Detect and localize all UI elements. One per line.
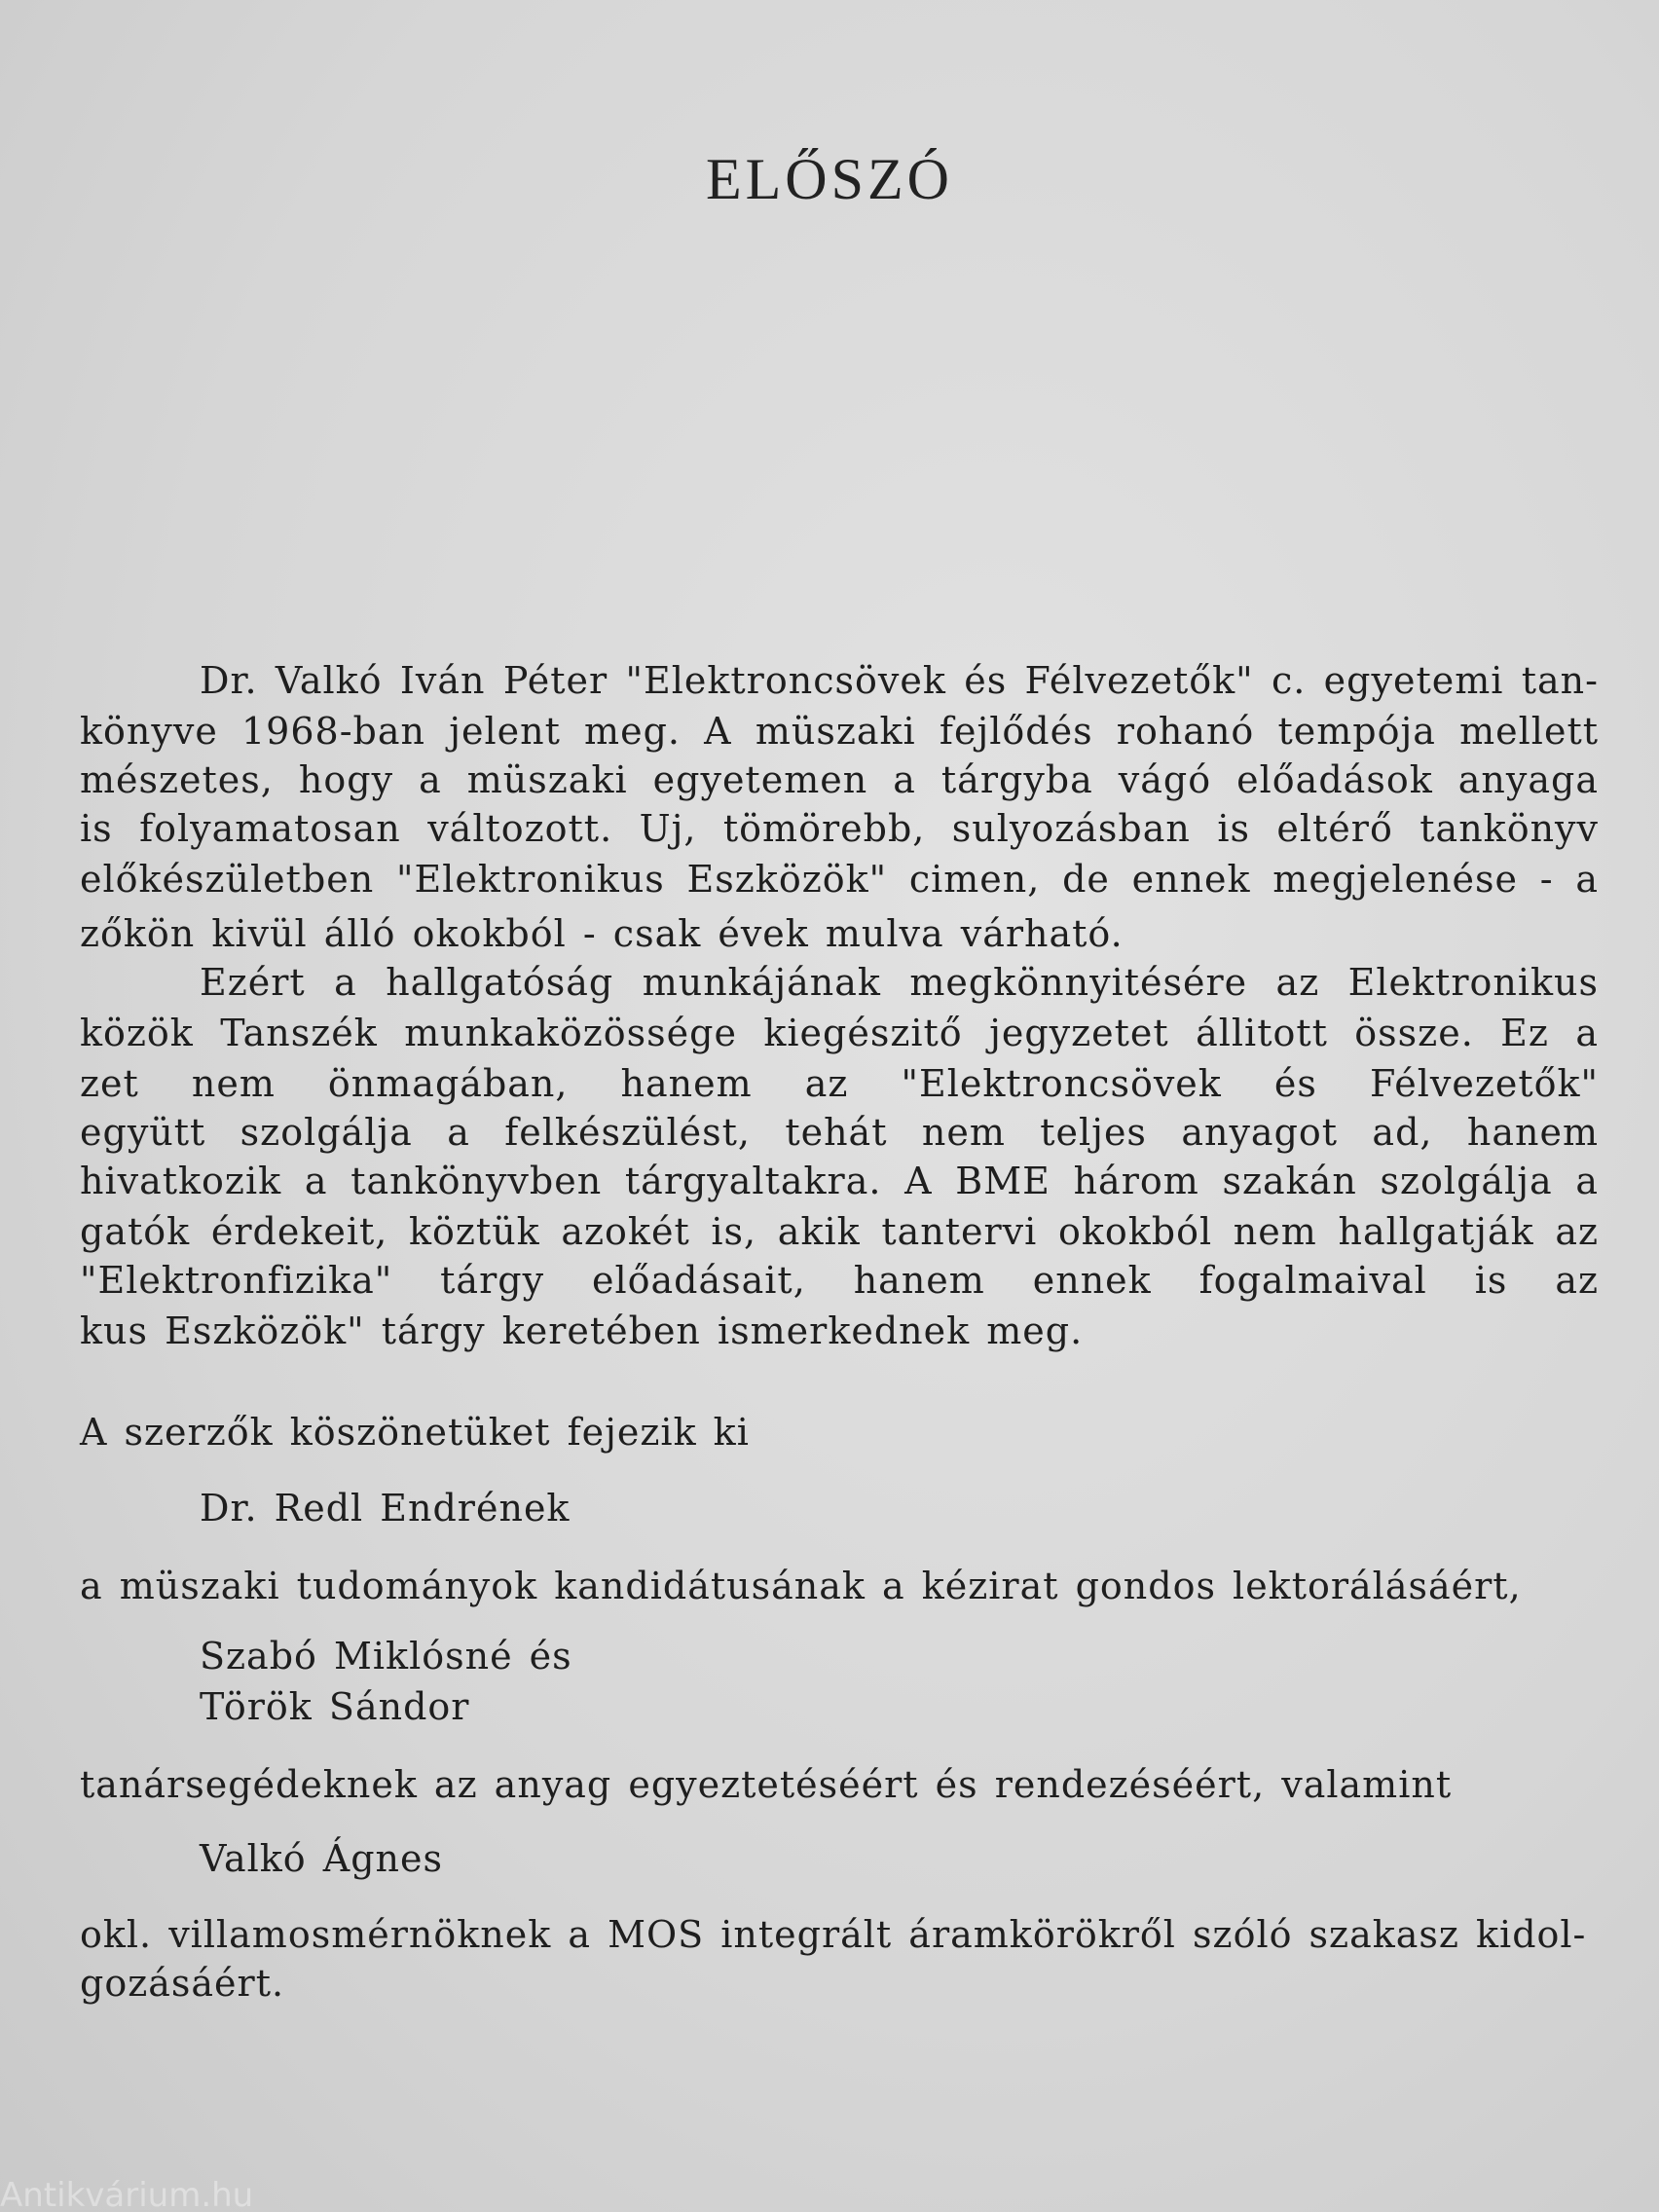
paragraph-2-line: hivatkozik a tankönyvben tárgyaltakra. A BME három szakán szolgálja a [80, 1160, 1599, 1202]
thanks-role: okl. villamosmérnöknek a MOS integrált áramkörökről szóló szakasz kidol- [80, 1913, 1587, 1956]
thanks-role: a müszaki tudományok kandidátusának a kézirat gondos lektorálásáért, [80, 1565, 1522, 1607]
paragraph-2-line: kus Eszközök" tárgy keretében ismerkednek meg. [80, 1309, 1084, 1352]
paragraph-2-line: "Elektronfizika" tárgy előadásait, hanem ennek fogalmaival is az [80, 1259, 1599, 1302]
paragraph-1-line: mészetes, hogy a müszaki egyetemen a tárgyba vágó előadások anyaga [80, 758, 1599, 801]
thanks-role: tanársegédeknek az anyag egyeztetéséért és rendezéséért, valamint [80, 1763, 1453, 1806]
thanks-role: gozásáért. [80, 1962, 285, 2005]
paragraph-1-line: előkészületben "Elektronikus Eszközök" cimen, de ennek megjelenése - a [80, 858, 1599, 901]
thanks-name: Szabó Miklósné és [200, 1635, 572, 1677]
paragraph-2-line: közök Tanszék munkaközössége kiegészitő jegyzetet állitott össze. Ez a [80, 1012, 1599, 1054]
paragraph-2-line: együtt szolgálja a felkészülést, tehát nem teljes anyagot ad, hanem [80, 1111, 1599, 1154]
page-title: ELŐSZÓ [706, 147, 953, 211]
paragraph-1-line: is folyamatosan változott. Uj, tömörebb, sulyozásban is eltérő tankönyv [80, 807, 1599, 850]
paragraph-1-line: zőkön kivül álló okokból - csak évek mulva várható. [80, 912, 1124, 955]
paragraph-1-line: könyve 1968-ban jelent meg. A müszaki fejlődés rohanó tempója mellett [80, 710, 1599, 753]
thanks-intro: A szerzők köszönetüket fejezik ki [80, 1411, 750, 1454]
paragraph-2-line: gatók érdekeit, köztük azokét is, akik tantervi okokból nem hallgatják az [80, 1210, 1599, 1253]
thanks-name: Török Sándor [200, 1685, 470, 1728]
paragraph-1-line: Dr. Valkó Iván Péter "Elektroncsövek és Félvezetők" c. egyetemi tan- [200, 659, 1599, 702]
thanks-name: Valkó Ágnes [200, 1837, 443, 1880]
paragraph-2-line: Ezért a hallgatóság munkájának megkönnyitésére az Elektronikus [200, 961, 1599, 1004]
thanks-name: Dr. Redl Endrének [200, 1487, 571, 1530]
paragraph-2-line: zet nem önmagában, hanem az "Elektroncsövek és Félvezetők" [80, 1062, 1599, 1105]
watermark: Antikvárium.hu [0, 2179, 254, 2212]
